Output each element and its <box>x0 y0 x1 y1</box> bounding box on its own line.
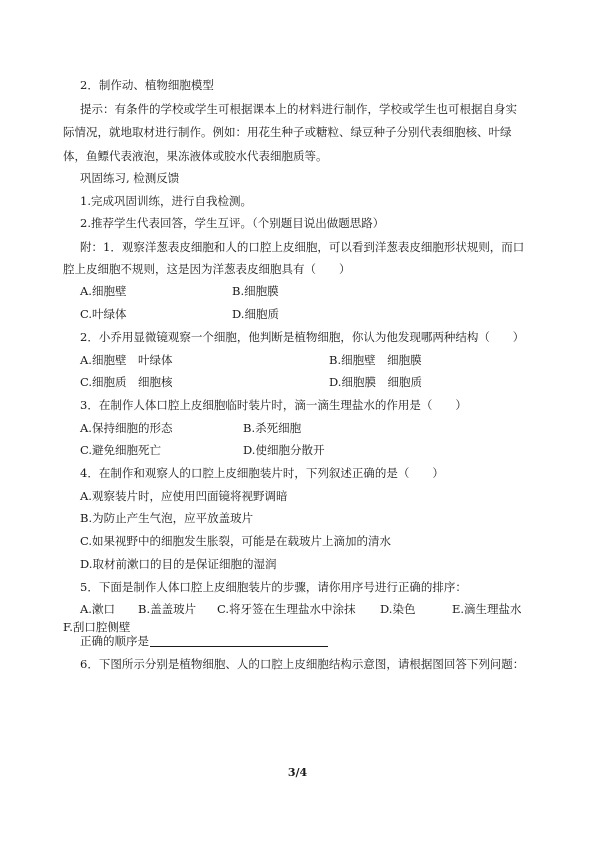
section-heading: 2．制作动、植物细胞模型 <box>80 78 214 92</box>
question-3-options-row <box>80 442 480 458</box>
question-5-last-option: F.刮口腔侧壁 <box>63 620 131 634</box>
option: D.染色 <box>380 602 416 616</box>
option: C.避免细胞死亡 <box>80 443 162 457</box>
question-5-stem: 5．下面是制作人体口腔上皮细胞装片的步骤，请你用序号进行正确的排序： <box>80 580 467 594</box>
option: B.细胞膜 <box>232 284 279 298</box>
option: A.细胞壁 叶绿体 <box>80 353 173 367</box>
page-number: 3/4 <box>287 766 308 779</box>
option: B.杀死细胞 <box>243 421 302 435</box>
option: C.将牙签在生理盐水中涂抹 <box>217 602 356 616</box>
option: A.保持细胞的形态 <box>80 421 173 435</box>
question-4-option: A.观察装片时，应使用凹面镜将视野调暗 <box>80 489 288 503</box>
question-4-option: C.如果视野中的细胞发生胀裂，可能是在载玻片上滴加的清水 <box>80 534 392 548</box>
option: C.叶绿体 <box>80 307 127 321</box>
option: A.漱口 <box>80 602 115 616</box>
question-1-options-row <box>80 283 480 299</box>
question-3-stem: 3．在制作人体口腔上皮细胞临时装片时，滴一滴生理盐水的作用是（ ） <box>80 398 467 412</box>
question-1-options-row <box>80 306 480 322</box>
question-4-option: B.为防止产生气泡，应平放盖玻片 <box>80 511 254 525</box>
answer-label: 正确的顺序是 <box>80 634 149 648</box>
question-3-options-row <box>80 420 480 436</box>
option: D.细胞质 <box>232 307 279 321</box>
question-4-stem: 4．在制作和观察人的口腔上皮细胞装片时，下列叙述正确的是（ ） <box>80 466 444 480</box>
hint-line: 提示：有条件的学校或学生可根据课本上的材料进行制作，学校或学生也可根据自身实 <box>80 102 517 116</box>
question-5-options-row <box>80 601 550 617</box>
question-1-stem: 附：1．观察洋葱表皮细胞和人的口腔上皮细胞，可以看到洋葱表皮细胞形状规则，而口 <box>80 240 525 254</box>
practice-step: 2.推荐学生代表回答，学生互评。（个别题目说出做题思路） <box>80 216 385 230</box>
question-2-stem: 2．小乔用显微镜观察一个细胞，他判断是植物细胞，你认为他发现哪两种结构（ ） <box>80 330 525 344</box>
option: C.细胞质 细胞核 <box>80 375 173 389</box>
option: B.细胞壁 细胞膜 <box>329 353 422 367</box>
option: D.细胞膜 细胞质 <box>329 375 422 389</box>
hint-line: 际情况，就地取材进行制作。例如：用花生种子或糖粒、绿豆种子分别代表细胞核、叶绿 <box>63 125 512 139</box>
practice-title: 巩固练习, 检测反馈 <box>80 171 180 185</box>
practice-step: 1.完成巩固训练，进行自我检测。 <box>80 194 252 208</box>
hint-line: 体，鱼鳔代表液泡，果冻液体或胶水代表细胞质等。 <box>63 149 328 163</box>
question-2-options-row <box>80 374 520 390</box>
option: A.细胞壁 <box>80 284 127 298</box>
question-4-option: D.取材前漱口的目的是保证细胞的湿润 <box>80 557 277 571</box>
option: E.滴生理盐水 <box>452 602 522 616</box>
question-6-stem: 6．下图所示分别是植物细胞、人的口腔上皮细胞结构示意图，请根据图回答下列问题： <box>80 657 525 671</box>
question-2-options-row <box>80 352 520 368</box>
question-1-stem: 腔上皮细胞不规则，这是因为洋葱表皮细胞具有（ ） <box>63 262 351 276</box>
option: D.使细胞分散开 <box>243 443 325 457</box>
option: B.盖盖玻片 <box>138 602 197 616</box>
answer-blank[interactable] <box>150 646 328 647</box>
